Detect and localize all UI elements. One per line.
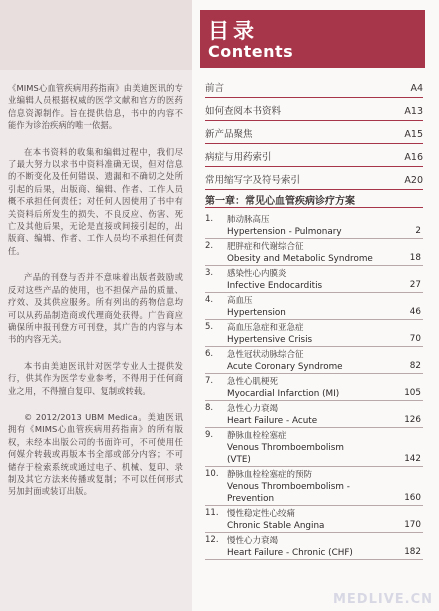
entry-title-cn: 静脉血栓栓塞症的预防	[227, 470, 313, 480]
entry-title-en-line2: (VTE)	[227, 455, 251, 465]
entry-number: 5.	[205, 322, 214, 332]
entry-title-en: Heart Failure - Chronic (CHF)	[227, 548, 353, 558]
toc-item-how-to-use[interactable]	[205, 98, 423, 121]
entry-title-cn: 肥胖症和代谢综合征	[227, 242, 304, 252]
entry-title-en: Hypertension	[227, 308, 286, 318]
toc-item-page: A15	[404, 129, 423, 140]
entry-page: 142	[404, 454, 421, 464]
disclaimer-paragraph: 在本书资料的收集和编辑过程中，我们尽了最大努力以求书中资料准确无误，但对信息的不断变化及任何错误、遗漏和不确切之处所引起的后果，出版商、编辑、作者、工作人员概不承担任何责任；对任何人因使用了书中有关资料后所发生的损失、不良反应、伤害、死亡及其他后果，无论是直接或间接引起的，出版商、编辑、作者、工作人员均不承担任何责任。	[8, 146, 183, 256]
entry-title-cn: 感染性心内膜炎	[227, 269, 287, 279]
entry-title-cn: 肺动脉高压	[227, 215, 270, 225]
toc-entry[interactable]	[205, 401, 423, 428]
entry-page: 105	[404, 388, 421, 398]
toc-item-page: A4	[410, 83, 423, 94]
toc-item-label: 新产品聚焦	[205, 129, 253, 140]
toc-item-label: 常用缩写字及符号索引	[205, 175, 301, 186]
toc-entry[interactable]	[205, 467, 423, 506]
toc-item-abbreviations[interactable]	[205, 167, 423, 190]
entry-page: 2	[415, 226, 421, 236]
entry-title-cn: 慢性心力衰竭	[227, 536, 279, 546]
toc-entry[interactable]	[205, 533, 423, 560]
entry-number: 11.	[205, 508, 219, 518]
toc-item-new-products[interactable]	[205, 121, 423, 144]
chapter-divider	[205, 207, 423, 208]
toc-entry[interactable]	[205, 428, 423, 467]
entry-title-en: Acute Coronary Syndrome	[227, 362, 343, 372]
toc-item-preface[interactable]	[205, 75, 423, 98]
entry-page: 170	[404, 520, 421, 530]
entry-title-en-line2: Prevention	[227, 494, 275, 504]
toc-entry[interactable]	[205, 212, 423, 239]
entry-title-en: Hypertension - Pulmonary	[227, 227, 342, 237]
entry-page: 182	[404, 547, 421, 557]
chapter-entries	[205, 212, 423, 560]
entry-title-cn: 急性心肌梗死	[227, 377, 279, 387]
entry-title-en: Chronic Stable Angina	[227, 521, 325, 531]
disclaimer-paragraph: 产品的刊登与否并不意味着出版者鼓励或反对这些产品的使用，也不担保产品的质量、疗效、及其供应服务。所有列出的药物信息均可以从药品制造商或代理商处获得。广告商应确保所申报刊登方可刊登，其广告的内容与本书的内容无关。	[8, 272, 183, 345]
banner-title-cn: 目录	[208, 19, 258, 43]
entry-title-en: Myocardial Infarction (MI)	[227, 389, 340, 399]
chapter-heading: 第一章：常见心血管疾病诊疗方案	[205, 196, 355, 207]
toc-item-disease-index[interactable]	[205, 144, 423, 167]
entry-title-cn: 高血压急症和亚急症	[227, 323, 304, 333]
entry-page: 126	[404, 415, 421, 425]
toc-entry[interactable]	[205, 266, 423, 293]
disclaimer-header-band	[0, 0, 192, 70]
toc-item-label: 前言	[205, 83, 225, 94]
toc-item-page: A20	[404, 175, 423, 186]
toc-entry[interactable]	[205, 347, 423, 374]
entry-page: 82	[409, 361, 421, 371]
entry-title-en: Venous Thromboembolism	[227, 443, 344, 453]
entry-page: 18	[409, 253, 421, 263]
disclaimer-paragraph: 本书由美迪医讯针对医学专业人士提供发行，供其作为医学专业参考，不得用于任何商业之用，不得擅自复印、复制或转载。	[8, 360, 183, 396]
entry-number: 3.	[205, 268, 214, 278]
copyright-paragraph: © 2012/2013 UBM Medica。美迪医讯拥有《MIMS心血管疾病用药指南》的所有版权，未经本出版公司的书面许可，不可使用任何媒介转载或再版本书全部或部分内容；不可储存于检索系统或通过电子、机械、复印、录制及其它方法来传播或复制；不可以任何形式另加封面或装订出版。	[8, 411, 183, 497]
disclaimer-paragraph: 《MIMS心血管疾病用药指南》由美迪医讯的专业编辑人员根据权威的医学文献和官方的医药信息资源制作。旨在提供信息，书中的内容不能作为诊治疾病的唯一依据。	[8, 83, 183, 131]
site-watermark: MEDLIVE.CN	[332, 592, 433, 607]
entry-page: 46	[409, 307, 421, 317]
entry-number: 8.	[205, 403, 214, 413]
entry-title-en: Hypertensive Crisis	[227, 335, 313, 345]
entry-page: 70	[409, 334, 421, 344]
toc-entry[interactable]	[205, 293, 423, 320]
entry-title-en: Infective Endocarditis	[227, 281, 323, 291]
entry-title-en: Obesity and Metabolic Syndrome	[227, 254, 373, 264]
toc-entry[interactable]	[205, 374, 423, 401]
toc-item-page: A13	[404, 106, 423, 117]
entry-title-en: Venous Thromboembolism -	[227, 482, 350, 492]
entry-number: 1.	[205, 214, 214, 224]
disclaimer-column	[0, 0, 192, 611]
entry-title-cn: 慢性稳定性心绞痛	[227, 509, 296, 519]
entry-title-cn: 急性冠状动脉综合征	[227, 350, 304, 360]
contents-banner	[200, 10, 425, 68]
entry-title-cn: 急性心力衰竭	[227, 404, 279, 414]
toc-item-label: 病症与用药索引	[205, 152, 272, 163]
toc-entry[interactable]	[205, 320, 423, 347]
toc-item-label: 如何查阅本书资料	[205, 106, 282, 117]
entry-number: 6.	[205, 349, 214, 359]
disclaimer-text	[8, 82, 183, 512]
entry-number: 12.	[205, 535, 219, 545]
entry-title-cn: 静脉血栓栓塞症	[227, 431, 287, 441]
entry-number: 2.	[205, 241, 214, 251]
entry-title-en: Heart Failure - Acute	[227, 416, 318, 426]
toc-entry[interactable]	[205, 506, 423, 533]
entry-number: 9.	[205, 430, 214, 440]
entry-title-cn: 高血压	[227, 296, 253, 306]
entry-number: 10.	[205, 469, 219, 479]
front-matter-toc	[205, 75, 423, 190]
entry-page: 160	[404, 493, 421, 503]
entry-number: 4.	[205, 295, 214, 305]
entry-number: 7.	[205, 376, 214, 386]
toc-entry[interactable]	[205, 239, 423, 266]
toc-item-page: A16	[404, 152, 423, 163]
entry-page: 27	[409, 280, 421, 290]
banner-title-en: Contents	[208, 42, 294, 61]
